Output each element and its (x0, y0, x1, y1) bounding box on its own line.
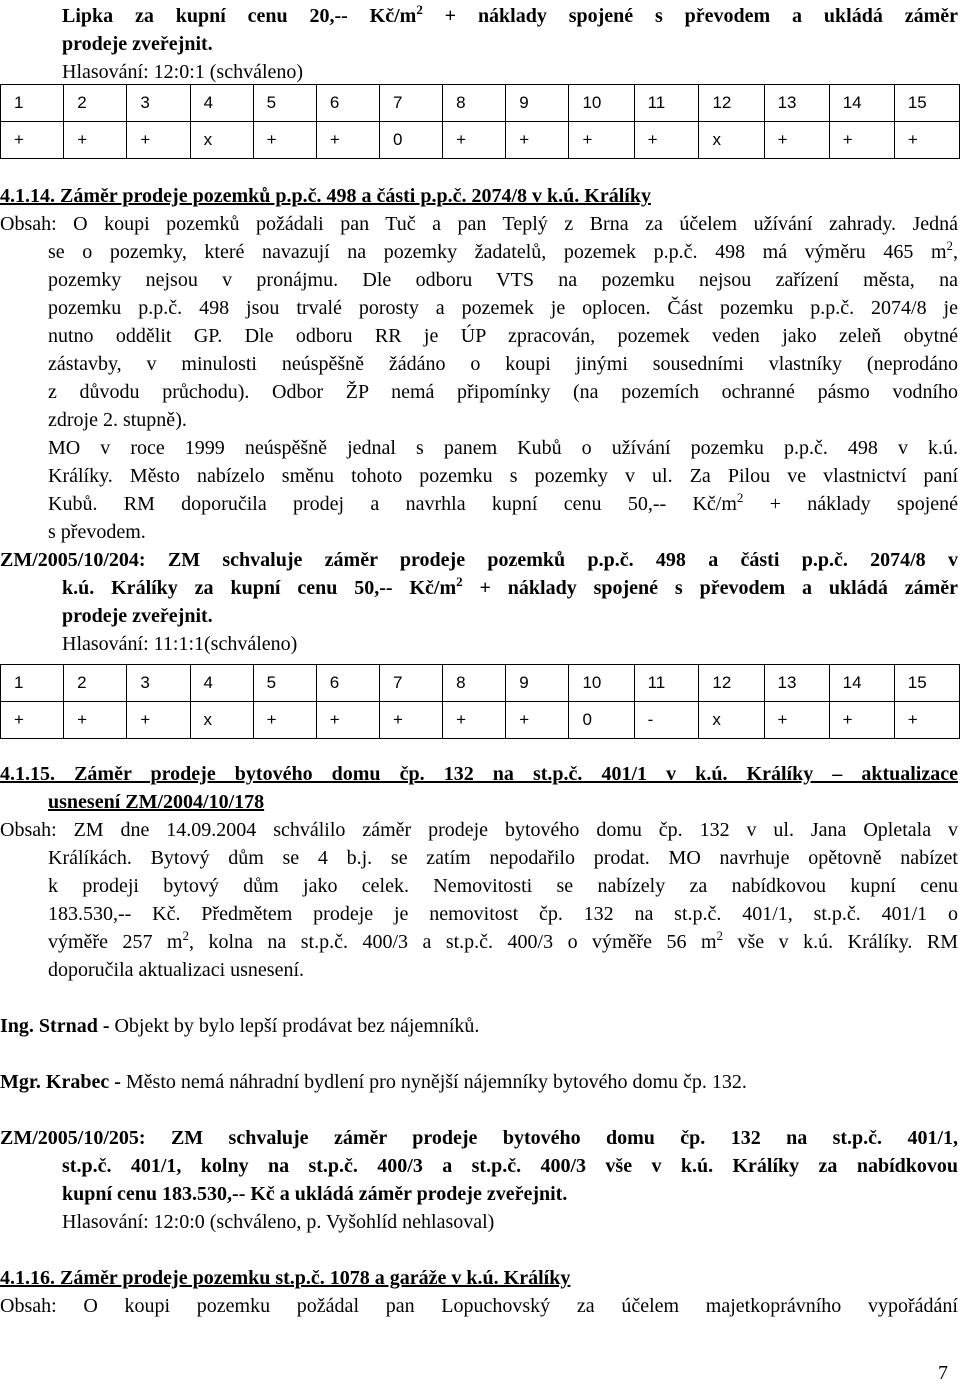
vote-table-header-row (1, 85, 960, 122)
member-number: 15 (894, 85, 959, 122)
member-number: 3 (127, 85, 190, 122)
member-number: 2 (64, 665, 127, 702)
resolution-text: ZM/2005/10/205: ZM schvaluje záměr prodeje bytového domu čp. 132 na st.p.č. 401/1, (0, 1127, 958, 1149)
speaker-remark (0, 1070, 747, 1094)
paragraph-line: zdroje 2. stupně). (48, 409, 187, 431)
vote-cell: + (253, 702, 316, 739)
paragraph-line: pozemky nejsou v pronájmu. Dle odboru VTS na pozemku nejsou zařízení města, na (48, 269, 958, 291)
member-number: 14 (829, 85, 894, 122)
vote-cell: + (443, 702, 506, 739)
vote-cell: + (506, 122, 569, 159)
vote-cell: x (699, 702, 764, 739)
vote-table-vote-row (1, 702, 960, 739)
vote-cell: + (506, 702, 569, 739)
vote-cell: + (64, 122, 127, 159)
member-number: 15 (894, 665, 959, 702)
member-number: 8 (443, 665, 506, 702)
member-number: 8 (443, 85, 506, 122)
paragraph-line: Obsah: O koupi pozemků požádali pan Tuč a pan Teplý z Brna za účelem užívání zahrady. Jedná (0, 213, 958, 235)
vote-cell: + (64, 702, 127, 739)
vote-cell: 0 (569, 702, 634, 739)
member-number: 13 (764, 85, 829, 122)
resolution-text: ZM/2005/10/204: ZM schvaluje záměr prodeje pozemků p.p.č. 498 a části p.p.č. 2074/8 v (0, 549, 958, 571)
vote-cell: + (764, 122, 829, 159)
resolution-text: k.ú. Králíky za kupní cenu 50,-- $Kč/m^2$ + náklady spojené s převodem a ukládá záměr (62, 576, 958, 599)
vote-cell: + (127, 702, 190, 739)
member-number: 2 (64, 85, 127, 122)
member-number: 4 (190, 85, 253, 122)
vote-cell: + (634, 122, 699, 159)
paragraph-line: nutno oddělit GP. Dle odboru RR je ÚP zpracován, pozemek veden jako zeleň obytné (48, 325, 958, 347)
vote-cell: + (316, 702, 379, 739)
section-heading: usnesení ZM/2004/10/178 (48, 791, 265, 813)
paragraph-line: MO v roce 1999 neúspěšně jednal s panem Kubů o užívání pozemku p.p.č. 498 v k.ú. (48, 437, 958, 459)
section-heading: 4.1.14. Záměr prodeje pozemků p.p.č. 498 a části p.p.č. 2074/8 v k.ú. Králíky (0, 185, 651, 207)
member-number: 6 (316, 665, 379, 702)
speaker-name: Ing. Strnad - (0, 1015, 110, 1037)
paragraph-line: Obsah: O koupi pozemku požádal pan Lopuchovský za účelem majetkoprávního vypořádání (0, 1295, 958, 1317)
member-number: 11 (634, 85, 699, 122)
vote-cell: + (443, 122, 506, 159)
vote-cell: + (253, 122, 316, 159)
vote-cell: x (190, 122, 253, 159)
paragraph-line: 183.530,-- Kč. Předmětem prodeje je nemovitost čp. 132 na st.p.č. 401/1, st.p.č. 401/1 o (48, 903, 958, 925)
remark-text: Objekt by bylo lepší prodávat bez nájemníků. (109, 1015, 480, 1037)
vote-cell: 0 (380, 122, 443, 159)
resolution-text: prodeje zveřejnit. (62, 33, 213, 55)
paragraph-line: pozemku p.p.č. 498 jsou trvalé porosty a pozemek je oplocen. Část pozemku p.p.č. 2074/8 je (48, 297, 958, 319)
vote-table (0, 84, 960, 159)
speaker-remark (0, 1014, 479, 1038)
member-number: 9 (506, 665, 569, 702)
vote-result: Hlasování: 11:1:1(schváleno) (62, 633, 298, 655)
member-number: 5 (253, 665, 316, 702)
paragraph-line: výměře 257 $m^2$, kolna na st.p.č. 400/3 a st.p.č. 400/3 o výměře 56 $m^2$ vše v k.ú. Králíky. RM (48, 930, 958, 953)
resolution-text: kupní cenu 183.530,-- Kč a ukládá záměr prodeje zveřejnit. (62, 1183, 568, 1205)
vote-result: Hlasování: 12:0:1 (schváleno) (62, 61, 304, 83)
paragraph-line: Králíkách. Bytový dům se 4 b.j. se zatím nepodařilo prodat. MO navrhuje opětovně nabízet (48, 847, 958, 869)
vote-cell: + (1, 122, 64, 159)
vote-cell: + (316, 122, 379, 159)
member-number: 10 (569, 665, 634, 702)
vote-cell: + (764, 702, 829, 739)
member-number: 10 (569, 85, 634, 122)
member-number: 6 (316, 85, 379, 122)
member-number: 3 (127, 665, 190, 702)
member-number: 14 (829, 665, 894, 702)
paragraph-line: Kubů. RM doporučila prodej a navrhla kupní cenu 50,-- $Kč/m^2$ + náklady spojené (48, 492, 958, 515)
paragraph-line: zástavby, v minulosti neúspěšně žádáno o koupi jinými sousedními vlastníky (neprodáno (48, 353, 958, 375)
section-heading: 4.1.16. Záměr prodeje pozemku st.p.č. 1078 a garáže v k.ú. Králíky (0, 1267, 571, 1289)
paragraph-line: z důvodu průchodu). Odbor ŽP nemá připomínky (na pozemích ochranné pásmo vodního (48, 381, 958, 403)
member-number: 12 (699, 665, 764, 702)
member-number: 12 (699, 85, 764, 122)
paragraph-line: Králíky. Město nabízelo směnu tohoto pozemku s pozemky v ul. Za Pilou ve vlastnictví paní (48, 465, 958, 487)
member-number: 7 (379, 665, 442, 702)
member-number: 1 (1, 665, 64, 702)
vote-cell: x (699, 122, 764, 159)
resolution-text: st.p.č. 401/1, kolny na st.p.č. 400/3 a st.p.č. 400/3 vše v k.ú. Králíky za nabídkovou (62, 1155, 958, 1177)
resolution-text: Lipka za kupní cenu 20,-- $Kč/m^2$ + náklady spojené s převodem a ukládá záměr (62, 4, 958, 27)
page-number: 7 (938, 1362, 948, 1384)
vote-cell: + (379, 702, 442, 739)
vote-table-vote-row (1, 122, 960, 159)
paragraph-line: s převodem. (48, 521, 146, 543)
remark-text: Město nemá náhradní bydlení pro nynější nájemníky bytového domu čp. 132. (120, 1071, 747, 1093)
vote-cell: + (894, 122, 959, 159)
vote-cell: - (634, 702, 699, 739)
paragraph-line: doporučila aktualizaci usnesení. (48, 959, 305, 981)
vote-cell: x (190, 702, 253, 739)
paragraph-line: k prodeji bytový dům jako celek. Nemovitosti se nabízely za nabídkovou kupní cenu (48, 875, 958, 897)
vote-table-header-row (1, 665, 960, 702)
paragraph-line: se o pozemky, které navazují na pozemky žadatelů, pozemek p.p.č. 498 má výměru 465 $m^2$, (48, 240, 958, 263)
member-number: 9 (506, 85, 569, 122)
member-number: 7 (380, 85, 443, 122)
resolution-text: prodeje zveřejnit. (62, 605, 213, 627)
member-number: 1 (1, 85, 64, 122)
vote-cell: + (127, 122, 190, 159)
member-number: 5 (253, 85, 316, 122)
member-number: 11 (634, 665, 699, 702)
speaker-name: Mgr. Krabec - (0, 1071, 121, 1093)
vote-cell: + (894, 702, 959, 739)
vote-cell: + (829, 122, 894, 159)
paragraph-line: Obsah: ZM dne 14.09.2004 schválilo záměr prodeje bytového domu čp. 132 v ul. Jana Opletala v (0, 819, 958, 841)
member-number: 4 (190, 665, 253, 702)
vote-cell: + (829, 702, 894, 739)
member-number: 13 (764, 665, 829, 702)
vote-cell: + (569, 122, 634, 159)
section-heading: 4.1.15. Záměr prodeje bytového domu čp. 132 na st.p.č. 401/1 v k.ú. Králíky – aktualizace (0, 763, 958, 785)
vote-cell: + (1, 702, 64, 739)
vote-result: Hlasování: 12:0:0 (schváleno, p. Vyšohlíd nehlasoval) (62, 1211, 495, 1233)
vote-table (0, 664, 960, 739)
